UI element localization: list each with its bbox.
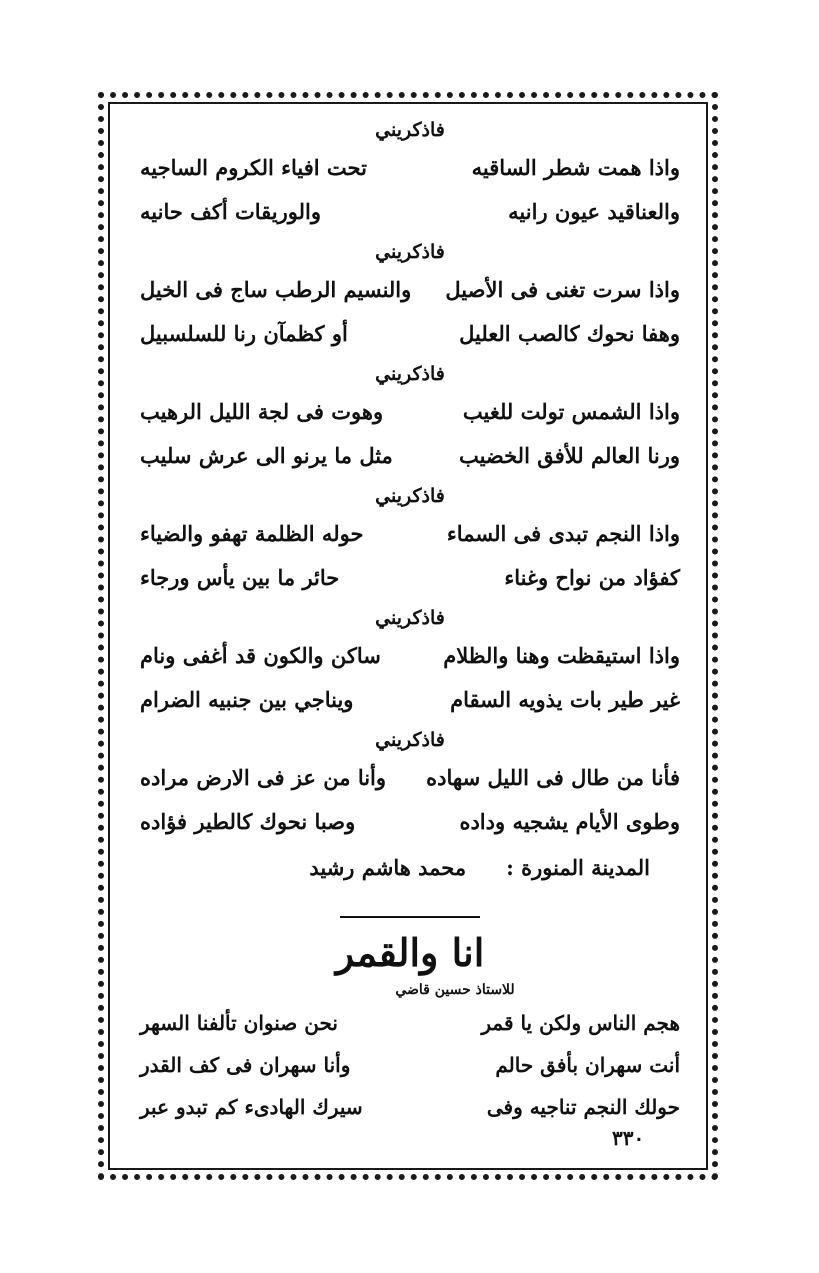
stanza (140, 482, 680, 600)
verse-first-hemistich: واذا الشمس تولت للغيب (462, 399, 680, 424)
verse-first-hemistich: فأنا من طال فى الليل سهاده (426, 765, 680, 790)
verse-second-hemistich: أو كظمآن رنا للسلسبيل (140, 321, 348, 346)
verse-first-hemistich: كفؤاد من نواح وغناء (504, 565, 680, 590)
verse-second-hemistich: تحت افياء الكروم الساجيه (140, 155, 367, 180)
stanza (140, 360, 680, 478)
verse-first-hemistich: هجم الناس ولكن يا قمر (481, 1011, 680, 1035)
verse-line (140, 146, 680, 190)
verse-line (140, 312, 680, 356)
verse-first-hemistich: غير طير بات يذويه السقام (450, 687, 680, 712)
verse-second-hemistich: ويناجي بين جنبيه الضرام (140, 687, 354, 712)
verse-first-hemistich: واذا استيقظت وهنا والظلام (443, 643, 680, 668)
refrain: فاذكريني (375, 241, 445, 263)
verse-second-hemistich: وأنا من عز فى الارض مراده (140, 765, 387, 790)
poem-signature (140, 846, 680, 890)
verse-first-hemistich: ورنا العالم للأفق الخضيب (458, 443, 680, 468)
verse-line (140, 434, 680, 478)
signature-poet: محمد هاشم رشيد (309, 855, 467, 880)
verse-line (140, 1002, 680, 1044)
verse-line (140, 1044, 680, 1086)
verse-line (140, 268, 680, 312)
stanza (140, 116, 680, 234)
poem-ana-wal-qamar (140, 928, 680, 1128)
verse-second-hemistich: والنسيم الرطب ساج فى الخيل (140, 277, 412, 302)
verse-first-hemistich: والعناقيد عيون رانيه (508, 199, 680, 224)
verse-line (140, 756, 680, 800)
verse-line (140, 390, 680, 434)
refrain: فاذكريني (375, 485, 445, 507)
verse-second-hemistich: وصبا نحوك كالطير فؤاده (140, 809, 356, 834)
verse-second-hemistich: ساكن والكون قد أغفى ونام (140, 643, 381, 668)
verse-first-hemistich: واذا همت شطر الساقيه (471, 155, 680, 180)
verse-second-hemistich: وأنا سهران فى كف القدر (140, 1053, 351, 1077)
verse-first-hemistich: وطوى الأيام يشجيه وداده (459, 809, 680, 834)
signature-place: المدينة المنورة : (506, 855, 650, 880)
verse-second-hemistich: حائر ما بين يأس ورجاء (140, 565, 340, 590)
poem-author: للاستاذ حسين قاضي (395, 982, 515, 998)
verse-first-hemistich: وهفا نحوك كالصب العليل (459, 321, 680, 346)
verse-line (140, 800, 680, 844)
page-content (140, 112, 680, 1128)
verse-second-hemistich: حوله الظلمة تهفو والضياء (140, 521, 364, 546)
stanza (140, 726, 680, 844)
stanza (140, 604, 680, 722)
verse-line (140, 556, 680, 600)
verse-line (140, 634, 680, 678)
poem-fadhkurini (140, 116, 680, 890)
poem-title: انا والقمر (335, 930, 485, 975)
verse-first-hemistich: أنت سهران بأفق حالم (495, 1053, 680, 1077)
verse-line (140, 1086, 680, 1128)
verse-second-hemistich: سيرك الهادىء كم تبدو عبر (140, 1095, 363, 1119)
refrain: فاذكريني (375, 607, 445, 629)
verse-line (140, 512, 680, 556)
verse-first-hemistich: حولك النجم تناجيه وفى (486, 1095, 680, 1119)
refrain: فاذكريني (375, 119, 445, 141)
refrain: فاذكريني (375, 363, 445, 385)
stanza (140, 238, 680, 356)
verse-second-hemistich: وهوت فى لجة الليل الرهيب (140, 399, 384, 424)
section-divider (340, 916, 480, 918)
verse-second-hemistich: مثل ما يرنو الى عرش سليب (140, 443, 393, 468)
refrain: فاذكريني (375, 729, 445, 751)
verse-first-hemistich: واذا النجم تبدى فى السماء (446, 521, 680, 546)
verse-second-hemistich: والوريقات أكف حانيه (140, 199, 322, 224)
verse-first-hemistich: واذا سرت تغنى فى الأصيل (445, 277, 680, 302)
verse-second-hemistich: نحن صنوان تألفنا السهر (140, 1011, 338, 1035)
verse-line (140, 678, 680, 722)
page-number: ٣٣٠ (612, 1126, 645, 1150)
verse-line (140, 190, 680, 234)
